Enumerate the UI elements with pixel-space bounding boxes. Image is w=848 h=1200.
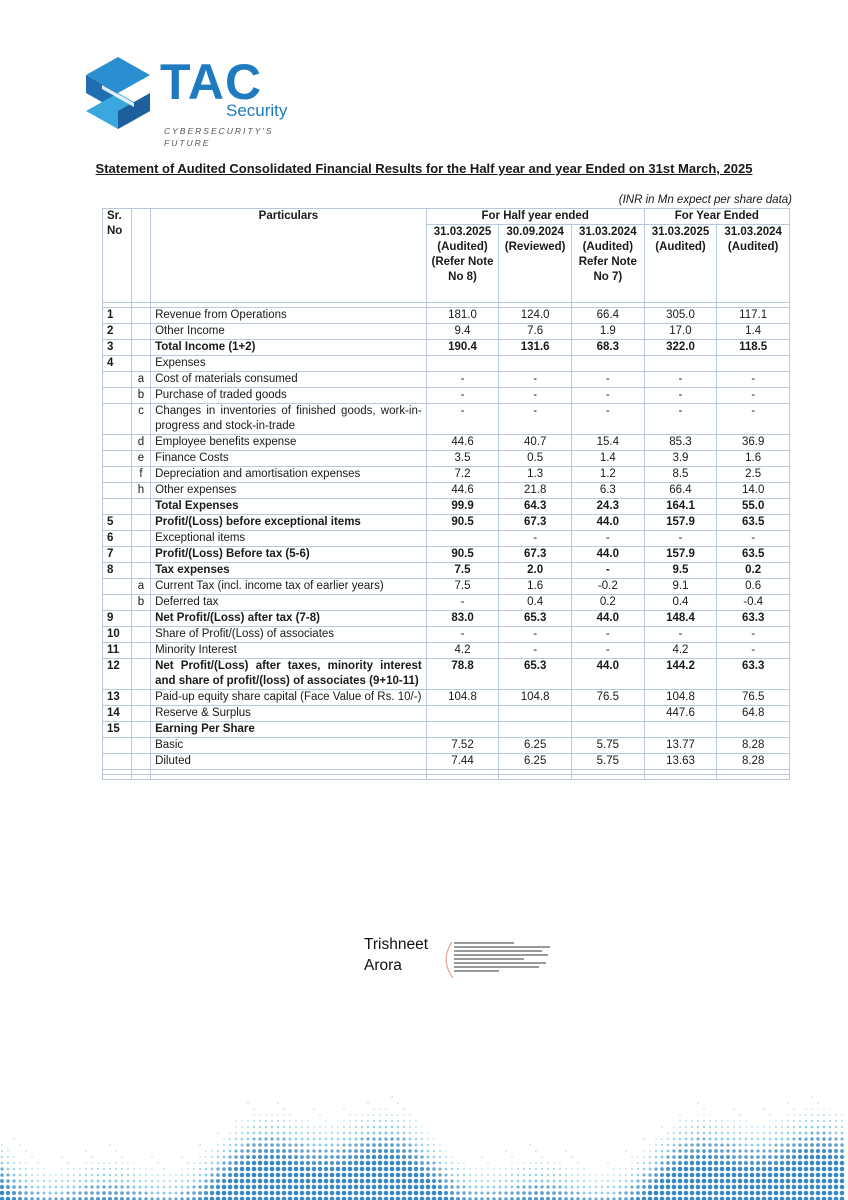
row-value: 0.6 bbox=[717, 579, 790, 595]
row-value bbox=[499, 706, 572, 722]
row-sub-index bbox=[131, 499, 150, 515]
row-value: - bbox=[717, 627, 790, 643]
row-value: 17.0 bbox=[644, 324, 717, 340]
row-value: 3.9 bbox=[644, 451, 717, 467]
row-value: - bbox=[571, 404, 644, 435]
table-row bbox=[103, 690, 790, 706]
row-value bbox=[717, 722, 790, 738]
col-header-sr: Sr. No bbox=[103, 209, 132, 303]
row-sr-no: 8 bbox=[103, 563, 132, 579]
table-row bbox=[103, 579, 790, 595]
row-particular: Purchase of traded goods bbox=[151, 388, 427, 404]
row-value: 66.4 bbox=[644, 483, 717, 499]
row-value: - bbox=[499, 531, 572, 547]
table-row bbox=[103, 706, 790, 722]
row-value: - bbox=[499, 643, 572, 659]
unit-note: (INR in Mn expect per share data) bbox=[618, 194, 792, 206]
table-header-row bbox=[103, 209, 790, 225]
decorative-dot-wave-icon bbox=[0, 1085, 848, 1200]
row-sr-no: 2 bbox=[103, 324, 132, 340]
row-sr-no: 13 bbox=[103, 690, 132, 706]
row-value: 63.3 bbox=[717, 659, 790, 690]
row-sr-no: 15 bbox=[103, 722, 132, 738]
row-sr-no bbox=[103, 579, 132, 595]
row-sr-no bbox=[103, 388, 132, 404]
table-row bbox=[103, 324, 790, 340]
row-value: 7.2 bbox=[426, 467, 499, 483]
row-sub-index: b bbox=[131, 595, 150, 611]
row-sr-no bbox=[103, 372, 132, 388]
row-value: 55.0 bbox=[717, 499, 790, 515]
row-value: - bbox=[644, 627, 717, 643]
row-value: 44.0 bbox=[571, 659, 644, 690]
row-particular: Depreciation and amortisation expenses bbox=[151, 467, 427, 483]
row-particular: Diluted bbox=[151, 754, 427, 770]
row-sub-index bbox=[131, 754, 150, 770]
row-value: 7.52 bbox=[426, 738, 499, 754]
row-sr-no bbox=[103, 754, 132, 770]
table-row bbox=[103, 356, 790, 372]
row-value: - bbox=[499, 404, 572, 435]
row-sr-no bbox=[103, 738, 132, 754]
table-footer-spacer bbox=[103, 775, 790, 780]
row-value: 118.5 bbox=[717, 340, 790, 356]
row-value: 104.8 bbox=[426, 690, 499, 706]
table-row bbox=[103, 467, 790, 483]
row-sr-no bbox=[103, 595, 132, 611]
row-value: 90.5 bbox=[426, 547, 499, 563]
row-sr-no bbox=[103, 499, 132, 515]
row-value: - bbox=[644, 388, 717, 404]
row-value: -0.4 bbox=[717, 595, 790, 611]
row-sub-index bbox=[131, 340, 150, 356]
row-sr-no bbox=[103, 483, 132, 499]
row-sub-index bbox=[131, 356, 150, 372]
row-sub-index bbox=[131, 627, 150, 643]
row-value: 4.2 bbox=[426, 643, 499, 659]
row-value: 63.5 bbox=[717, 515, 790, 531]
row-value: 90.5 bbox=[426, 515, 499, 531]
row-value: - bbox=[426, 372, 499, 388]
row-particular: Share of Profit/(Loss) of associates bbox=[151, 627, 427, 643]
table-row bbox=[103, 372, 790, 388]
row-value: 44.0 bbox=[571, 547, 644, 563]
row-value: 67.3 bbox=[499, 547, 572, 563]
row-value: 67.3 bbox=[499, 515, 572, 531]
row-value: - bbox=[571, 372, 644, 388]
row-particular: Other Income bbox=[151, 324, 427, 340]
row-particular: Profit/(Loss) before exceptional items bbox=[151, 515, 427, 531]
row-value: 104.8 bbox=[644, 690, 717, 706]
row-value: 3.5 bbox=[426, 451, 499, 467]
row-value: -0.2 bbox=[571, 579, 644, 595]
row-value bbox=[571, 356, 644, 372]
row-particular: Minority Interest bbox=[151, 643, 427, 659]
row-value: - bbox=[717, 388, 790, 404]
row-value: 68.3 bbox=[571, 340, 644, 356]
row-value: - bbox=[499, 627, 572, 643]
row-value: 181.0 bbox=[426, 308, 499, 324]
row-value: 190.4 bbox=[426, 340, 499, 356]
row-value: 2.0 bbox=[499, 563, 572, 579]
row-value: - bbox=[571, 643, 644, 659]
row-value: 1.3 bbox=[499, 467, 572, 483]
row-sr-no: 9 bbox=[103, 611, 132, 627]
row-value: 0.2 bbox=[717, 563, 790, 579]
row-value: - bbox=[717, 643, 790, 659]
row-value: 15.4 bbox=[571, 435, 644, 451]
row-value: 4.2 bbox=[644, 643, 717, 659]
table-row bbox=[103, 483, 790, 499]
table-row bbox=[103, 738, 790, 754]
row-value: 44.0 bbox=[571, 611, 644, 627]
row-sub-index bbox=[131, 324, 150, 340]
row-particular: Other expenses bbox=[151, 483, 427, 499]
row-value bbox=[426, 706, 499, 722]
row-value bbox=[571, 706, 644, 722]
row-value: - bbox=[644, 531, 717, 547]
row-sub-index: a bbox=[131, 372, 150, 388]
row-particular: Reserve & Surplus bbox=[151, 706, 427, 722]
row-value: 63.3 bbox=[717, 611, 790, 627]
col-header-date: 31.03.2025 (Audited) bbox=[644, 225, 717, 303]
row-value bbox=[571, 722, 644, 738]
row-particular: Paid-up equity share capital (Face Value of Rs. 10/-) bbox=[151, 690, 427, 706]
tac-logo-mark-icon bbox=[78, 55, 158, 140]
row-sr-no: 12 bbox=[103, 659, 132, 690]
col-group-half-year: For Half year ended bbox=[426, 209, 644, 225]
row-sub-index bbox=[131, 722, 150, 738]
row-sub-index bbox=[131, 706, 150, 722]
row-particular: Basic bbox=[151, 738, 427, 754]
row-value bbox=[426, 722, 499, 738]
logo-subtext: Security bbox=[226, 101, 288, 120]
row-sub-index: c bbox=[131, 404, 150, 435]
col-header-date: 31.03.2024 (Audited) Refer Note No 7) bbox=[571, 225, 644, 303]
col-header-date: 31.03.2024 (Audited) bbox=[717, 225, 790, 303]
row-sub-index: d bbox=[131, 435, 150, 451]
row-particular: Cost of materials consumed bbox=[151, 372, 427, 388]
col-header-date: 30.09.2024 (Reviewed) bbox=[499, 225, 572, 303]
row-sub-index: a bbox=[131, 579, 150, 595]
row-sr-no: 7 bbox=[103, 547, 132, 563]
row-value bbox=[426, 531, 499, 547]
logo-brand-text: TAC bbox=[160, 54, 263, 110]
row-value: 124.0 bbox=[499, 308, 572, 324]
row-value: 21.8 bbox=[499, 483, 572, 499]
row-value: 44.6 bbox=[426, 483, 499, 499]
row-value: - bbox=[571, 531, 644, 547]
row-value: - bbox=[571, 563, 644, 579]
table-row bbox=[103, 627, 790, 643]
row-sr-no: 10 bbox=[103, 627, 132, 643]
row-value: 322.0 bbox=[644, 340, 717, 356]
row-value: - bbox=[499, 388, 572, 404]
row-value: 64.3 bbox=[499, 499, 572, 515]
row-value: - bbox=[717, 404, 790, 435]
row-value: 117.1 bbox=[717, 308, 790, 324]
row-value: 6.3 bbox=[571, 483, 644, 499]
row-sub-index bbox=[131, 690, 150, 706]
row-value: 83.0 bbox=[426, 611, 499, 627]
row-sr-no bbox=[103, 467, 132, 483]
digital-signature bbox=[364, 934, 564, 984]
table-row bbox=[103, 643, 790, 659]
row-sr-no bbox=[103, 404, 132, 435]
row-value: 1.6 bbox=[499, 579, 572, 595]
row-value: - bbox=[499, 372, 572, 388]
row-value: 7.5 bbox=[426, 563, 499, 579]
row-value: 0.4 bbox=[644, 595, 717, 611]
row-value: 104.8 bbox=[499, 690, 572, 706]
row-value: 36.9 bbox=[717, 435, 790, 451]
row-value: 85.3 bbox=[644, 435, 717, 451]
row-value bbox=[426, 356, 499, 372]
table-row bbox=[103, 722, 790, 738]
row-particular: Tax expenses bbox=[151, 563, 427, 579]
signature-name bbox=[364, 934, 428, 976]
row-value: 78.8 bbox=[426, 659, 499, 690]
row-value: 0.2 bbox=[571, 595, 644, 611]
row-value: 9.1 bbox=[644, 579, 717, 595]
row-value bbox=[644, 722, 717, 738]
row-value: 13.63 bbox=[644, 754, 717, 770]
table-row bbox=[103, 388, 790, 404]
row-value: - bbox=[717, 531, 790, 547]
row-particular: Current Tax (incl. income tax of earlier years) bbox=[151, 579, 427, 595]
row-particular: Employee benefits expense bbox=[151, 435, 427, 451]
row-value: 1.9 bbox=[571, 324, 644, 340]
table-row bbox=[103, 563, 790, 579]
row-value: 447.6 bbox=[644, 706, 717, 722]
row-sub-index: b bbox=[131, 388, 150, 404]
row-value: 6.25 bbox=[499, 738, 572, 754]
row-value: - bbox=[426, 595, 499, 611]
row-sub-index bbox=[131, 547, 150, 563]
row-sr-no: 3 bbox=[103, 340, 132, 356]
row-particular: Exceptional items bbox=[151, 531, 427, 547]
row-value bbox=[717, 356, 790, 372]
row-value: 164.1 bbox=[644, 499, 717, 515]
table-row bbox=[103, 659, 790, 690]
row-sr-no bbox=[103, 435, 132, 451]
row-value: 65.3 bbox=[499, 611, 572, 627]
table-body bbox=[103, 308, 790, 780]
row-value: 2.5 bbox=[717, 467, 790, 483]
row-value: 5.75 bbox=[571, 754, 644, 770]
table-row bbox=[103, 340, 790, 356]
row-value: 40.7 bbox=[499, 435, 572, 451]
row-sub-index bbox=[131, 563, 150, 579]
row-value: 305.0 bbox=[644, 308, 717, 324]
signature-name-first: Trishneet bbox=[364, 936, 429, 953]
row-particular: Deferred tax bbox=[151, 595, 427, 611]
row-value: 1.4 bbox=[571, 451, 644, 467]
row-value bbox=[499, 356, 572, 372]
row-sub-index: f bbox=[131, 467, 150, 483]
row-value: 8.28 bbox=[717, 738, 790, 754]
row-sub-index bbox=[131, 643, 150, 659]
table-row bbox=[103, 595, 790, 611]
row-value: 131.6 bbox=[499, 340, 572, 356]
row-value: 13.77 bbox=[644, 738, 717, 754]
row-particular: Profit/(Loss) Before tax (5-6) bbox=[151, 547, 427, 563]
row-value: 0.4 bbox=[499, 595, 572, 611]
row-value bbox=[644, 356, 717, 372]
row-value: 76.5 bbox=[571, 690, 644, 706]
row-sub-index bbox=[131, 515, 150, 531]
table-row bbox=[103, 531, 790, 547]
table-row bbox=[103, 515, 790, 531]
row-value: 9.5 bbox=[644, 563, 717, 579]
row-particular: Finance Costs bbox=[151, 451, 427, 467]
row-value: 157.9 bbox=[644, 515, 717, 531]
col-header-date: 31.03.2025 (Audited) (Refer Note No 8) bbox=[426, 225, 499, 303]
row-value: 1.6 bbox=[717, 451, 790, 467]
table-row bbox=[103, 451, 790, 467]
row-particular: Total Income (1+2) bbox=[151, 340, 427, 356]
table-row bbox=[103, 547, 790, 563]
row-sr-no: 4 bbox=[103, 356, 132, 372]
row-value: 6.25 bbox=[499, 754, 572, 770]
row-value: 76.5 bbox=[717, 690, 790, 706]
row-sr-no: 11 bbox=[103, 643, 132, 659]
signature-fine-print bbox=[454, 942, 554, 974]
row-sub-index: e bbox=[131, 451, 150, 467]
row-value: - bbox=[571, 388, 644, 404]
row-sub-index bbox=[131, 531, 150, 547]
table-row bbox=[103, 404, 790, 435]
table-row bbox=[103, 308, 790, 324]
row-value: 7.5 bbox=[426, 579, 499, 595]
row-particular: Total Expenses bbox=[151, 499, 427, 515]
row-sr-no: 1 bbox=[103, 308, 132, 324]
row-sub-index bbox=[131, 611, 150, 627]
row-value: 65.3 bbox=[499, 659, 572, 690]
row-sr-no: 5 bbox=[103, 515, 132, 531]
row-sr-no: 6 bbox=[103, 531, 132, 547]
row-value: 8.28 bbox=[717, 754, 790, 770]
row-value: - bbox=[426, 627, 499, 643]
row-value: 1.2 bbox=[571, 467, 644, 483]
row-value: 14.0 bbox=[717, 483, 790, 499]
row-value: 7.6 bbox=[499, 324, 572, 340]
row-sub-index bbox=[131, 659, 150, 690]
row-value: - bbox=[717, 372, 790, 388]
row-sub-index bbox=[131, 738, 150, 754]
row-particular: Earning Per Share bbox=[151, 722, 427, 738]
row-value: 157.9 bbox=[644, 547, 717, 563]
table-row bbox=[103, 435, 790, 451]
row-particular: Changes in inventories of finished goods, work-in-progress and stock-in-trade bbox=[151, 404, 427, 435]
col-header-particulars: Particulars bbox=[151, 209, 427, 303]
row-value: 0.5 bbox=[499, 451, 572, 467]
row-value: - bbox=[571, 627, 644, 643]
row-sr-no: 14 bbox=[103, 706, 132, 722]
row-value: 5.75 bbox=[571, 738, 644, 754]
col-header-sub bbox=[131, 209, 150, 303]
financial-results-table bbox=[102, 208, 790, 780]
row-sub-index bbox=[131, 308, 150, 324]
row-value: 64.8 bbox=[717, 706, 790, 722]
row-value: 9.4 bbox=[426, 324, 499, 340]
row-value: - bbox=[644, 372, 717, 388]
row-value: 63.5 bbox=[717, 547, 790, 563]
row-value: 8.5 bbox=[644, 467, 717, 483]
row-value: 144.2 bbox=[644, 659, 717, 690]
report-title: Statement of Audited Consolidated Financial Results for the Half year and year Ended on 31st March, 2025 bbox=[95, 161, 753, 176]
row-particular: Expenses bbox=[151, 356, 427, 372]
company-logo bbox=[78, 54, 308, 148]
row-particular: Net Profit/(Loss) after tax (7-8) bbox=[151, 611, 427, 627]
row-sub-index: h bbox=[131, 483, 150, 499]
table-row bbox=[103, 611, 790, 627]
signature-name-last: Arora bbox=[364, 957, 402, 974]
row-particular: Revenue from Operations bbox=[151, 308, 427, 324]
row-value: 24.3 bbox=[571, 499, 644, 515]
row-value: 66.4 bbox=[571, 308, 644, 324]
row-particular: Net Profit/(Loss) after taxes, minority interest and share of profit/(loss) of associates (9+10-11) bbox=[151, 659, 427, 690]
row-value: - bbox=[426, 404, 499, 435]
row-value: 99.9 bbox=[426, 499, 499, 515]
row-value: 44.6 bbox=[426, 435, 499, 451]
table-row bbox=[103, 754, 790, 770]
row-sr-no bbox=[103, 451, 132, 467]
row-value bbox=[499, 722, 572, 738]
row-value: 148.4 bbox=[644, 611, 717, 627]
logo-tagline: CYBERSECURITY'S FUTURE bbox=[164, 126, 274, 148]
col-group-year: For Year Ended bbox=[644, 209, 789, 225]
table-row bbox=[103, 499, 790, 515]
row-value: 7.44 bbox=[426, 754, 499, 770]
row-value: - bbox=[644, 404, 717, 435]
row-value: 1.4 bbox=[717, 324, 790, 340]
row-value: - bbox=[426, 388, 499, 404]
row-value: 44.0 bbox=[571, 515, 644, 531]
